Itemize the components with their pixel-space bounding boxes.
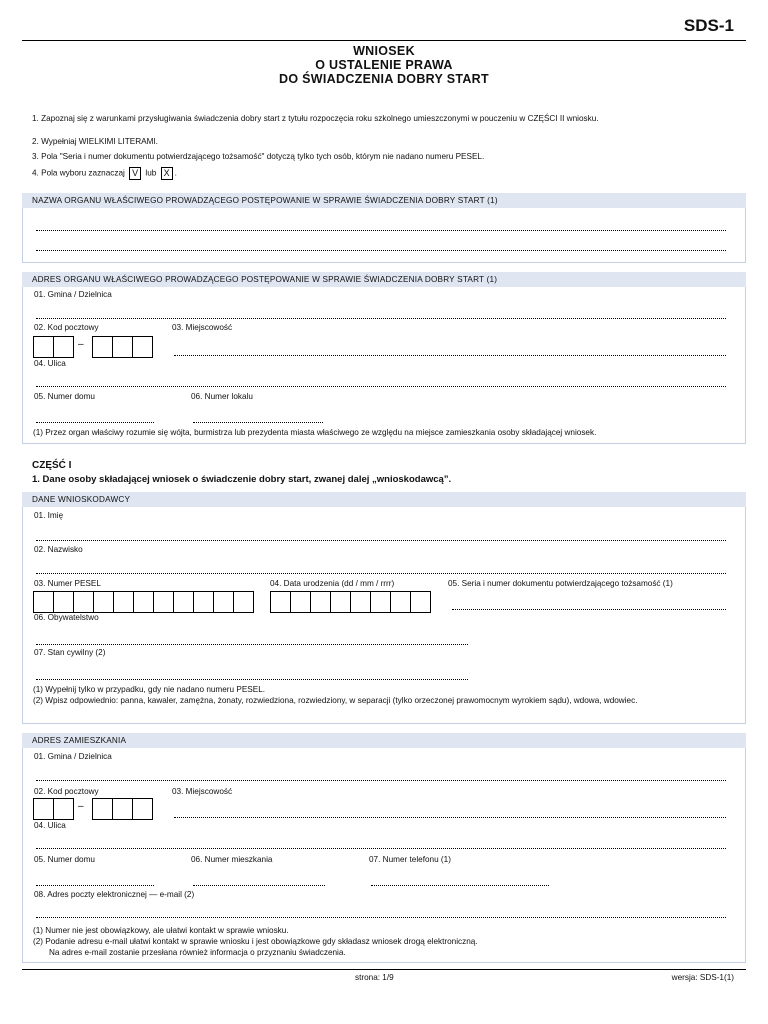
- instruction-4-prefix: 4. Pola wyboru zaznaczaj: [32, 168, 125, 178]
- last-name-label: 02. Nazwisko: [34, 545, 83, 554]
- birthdate-label: 04. Data urodzenia (dd / mm / rrrr): [270, 579, 395, 588]
- organ-street-field[interactable]: [36, 386, 726, 387]
- marital-status-label: 07. Stan cywilny (2): [34, 648, 106, 657]
- residence-flat-label: 06. Numer mieszkania: [191, 855, 273, 864]
- section-organ-name-header: NAZWA ORGANU WŁAŚCIWEGO PROWADZĄCEGO POSTĘPOWANIE W SPRAWIE ŚWIADCZENIA DOBRY START (1): [22, 193, 746, 208]
- organ-unit-label: 06. Numer lokalu: [191, 392, 253, 401]
- instruction-4-mid: lub: [145, 168, 157, 178]
- residence-postcode-dash: –: [78, 801, 84, 812]
- organ-house-label: 05. Numer domu: [34, 392, 95, 401]
- checkbox-example-v: V: [129, 167, 141, 180]
- instruction-4: [32, 167, 742, 180]
- organ-city-label: 03. Miejscowość: [172, 323, 233, 332]
- organ-gmina-label: 01. Gmina / Dzielnica: [34, 290, 112, 299]
- phone-label: 07. Numer telefonu (1): [369, 855, 451, 864]
- bottom-divider: [22, 969, 746, 970]
- residence-city-label: 03. Miejscowość: [172, 787, 233, 796]
- phone-field[interactable]: [371, 885, 549, 886]
- residence-house-field[interactable]: [36, 885, 154, 886]
- title-line-1: WNIOSEK: [353, 44, 415, 58]
- last-name-field[interactable]: [36, 573, 726, 574]
- section-applicant-header: DANE WNIOSKODAWCY: [22, 492, 746, 507]
- form-title: [0, 44, 768, 86]
- citizenship-field[interactable]: [36, 644, 468, 645]
- residence-gmina-field[interactable]: [36, 780, 726, 781]
- instruction-4-suffix: .: [174, 168, 177, 178]
- instruction-1: 1. Zapoznaj się z warunkami przysługiwania świadczenia dobry start z tytułu rozpoczęcia roku szkolnego umieszczonymi w pouczeniu w CZĘŚCI II wniosku.: [32, 114, 599, 123]
- organ-postcode-part2[interactable]: [92, 336, 152, 358]
- residence-street-field[interactable]: [36, 848, 726, 849]
- top-divider: [22, 40, 746, 41]
- id-document-field[interactable]: [452, 609, 726, 610]
- section-organ-name-panel: [22, 208, 746, 263]
- first-name-field[interactable]: [36, 540, 726, 541]
- page-number: strona: 1/9: [355, 973, 394, 982]
- organ-gmina-field[interactable]: [36, 318, 726, 319]
- organ-unit-field[interactable]: [193, 422, 323, 423]
- title-line-2: O USTALENIE PRAWA: [315, 58, 453, 72]
- applicant-note-1: (1) Wypełnij tylko w przypadku, gdy nie nadano numeru PESEL.: [33, 685, 266, 694]
- pesel-label: 03. Numer PESEL: [34, 579, 101, 588]
- residence-flat-field[interactable]: [193, 885, 325, 886]
- residence-note-1: (1) Numer nie jest obowiązkowy, ale ułatwi kontakt w sprawie wniosku.: [33, 926, 289, 935]
- organ-street-label: 04. Ulica: [34, 359, 66, 368]
- organ-address-note: (1) Przez organ właściwy rozumie się wójta, burmistrza lub prezydenta miasta właściwego ze względu na miejsce zamieszkania osoby składającej wniosek.: [33, 428, 597, 437]
- instruction-2: 2. Wypełniaj WIELKIMI LITERAMI.: [32, 137, 158, 146]
- pesel-cells[interactable]: [33, 591, 253, 613]
- organ-house-field[interactable]: [36, 422, 154, 423]
- residence-note-2: (2) Podanie adresu e-mail ułatwi kontakt w sprawie wniosku i jest obowiązkowe gdy składasz wniosek drogą elektroniczną.: [33, 937, 478, 946]
- id-document-label: 05. Seria i numer dokumentu potwierdzającego tożsamość (1): [448, 579, 673, 588]
- first-name-label: 01. Imię: [34, 511, 64, 520]
- email-field[interactable]: [36, 917, 726, 918]
- checkbox-example-x: X: [161, 167, 173, 180]
- residence-note-3: Na adres e-mail zostanie przesłana również informacja o przyznaniu świadczenia.: [49, 948, 346, 957]
- citizenship-label: 06. Obywatelstwo: [34, 613, 99, 622]
- residence-postcode-label: 02. Kod pocztowy: [34, 787, 99, 796]
- organ-postcode-label: 02. Kod pocztowy: [34, 323, 99, 332]
- email-label: 08. Adres poczty elektronicznej — e-mail (2): [34, 890, 195, 899]
- residence-postcode-part2[interactable]: [92, 798, 152, 820]
- form-version: wersja: SDS-1(1): [671, 973, 734, 982]
- residence-postcode-part1[interactable]: [33, 798, 73, 820]
- birthdate-cells[interactable]: [270, 591, 430, 613]
- organ-postcode-dash: –: [78, 339, 84, 350]
- title-line-3: DO ŚWIADCZENIA DOBRY START: [279, 72, 489, 86]
- organ-name-line-2[interactable]: [36, 250, 726, 251]
- residence-city-field[interactable]: [174, 817, 726, 818]
- organ-name-line-1[interactable]: [36, 230, 726, 231]
- organ-postcode-part1[interactable]: [33, 336, 73, 358]
- section-residence-header: ADRES ZAMIESZKANIA: [22, 733, 746, 748]
- residence-street-label: 04. Ulica: [34, 821, 66, 830]
- form-code: SDS-1: [683, 16, 734, 35]
- section-organ-address-header: ADRES ORGANU WŁAŚCIWEGO PROWADZĄCEGO POSTĘPOWANIE W SPRAWIE ŚWIADCZENIA DOBRY START (1): [22, 272, 746, 287]
- part-1-heading: CZĘŚĆ I: [32, 460, 72, 471]
- part-1-subheading: 1. Dane osoby składającej wniosek o świadczenie dobry start, zwanej dalej „wnioskodawcą”.: [32, 474, 452, 485]
- residence-gmina-label: 01. Gmina / Dzielnica: [34, 752, 112, 761]
- marital-status-field[interactable]: [36, 679, 468, 680]
- instruction-3: 3. Pola "Seria i numer dokumentu potwierdzającego tożsamość" dotyczą tylko tych osób, którym nie nadano numeru PESEL.: [32, 152, 485, 161]
- applicant-note-2: (2) Wpisz odpowiednio: panna, kawaler, zamężna, żonaty, rozwiedziona, rozwiedziony, w separacji (tylko orzeczonej prawomocnym wyrokiem sądu), wdowa, wdowiec.: [33, 696, 638, 705]
- section-organ-address-panel: [22, 287, 746, 444]
- residence-house-label: 05. Numer domu: [34, 855, 95, 864]
- organ-city-field[interactable]: [174, 355, 726, 356]
